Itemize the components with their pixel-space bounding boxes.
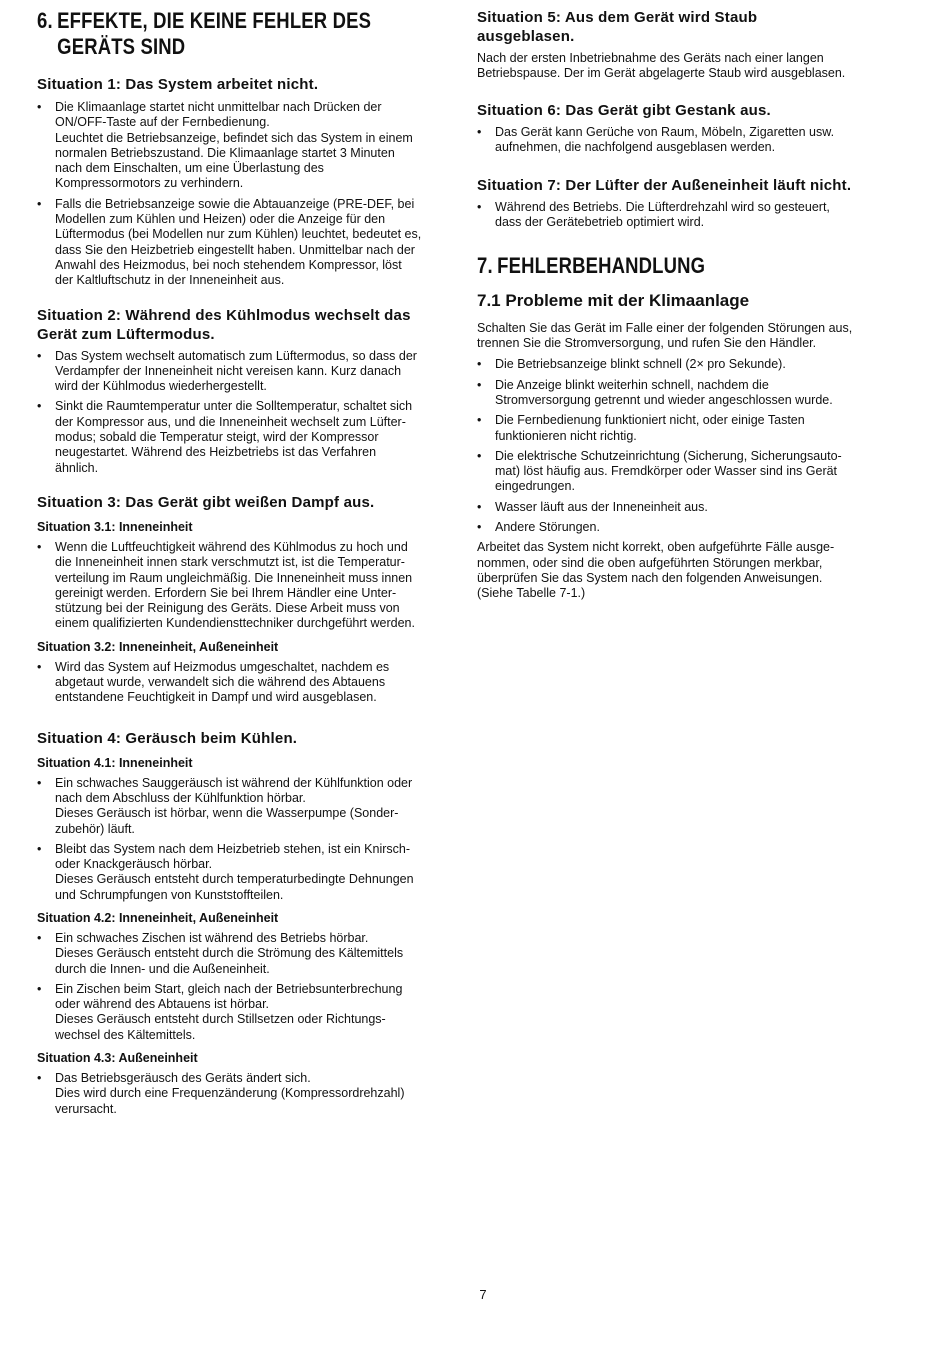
situation-3-2-list <box>37 660 442 706</box>
list-item: • Die elektrische Schutzeinrichtung (Sicherung, Sicherungsauto- mat) löst häufig aus. Fremdkörper oder Wasser sind ins Gerät eingedrungen. <box>477 449 887 495</box>
situation-6-title: Situation 6: Das Gerät gibt Gestank aus. <box>477 101 771 119</box>
chapter-7-heading <box>477 253 887 279</box>
situation-4-title: Situation 4: Geräusch beim Kühlen. <box>37 729 298 747</box>
situation-4-1-list <box>37 776 442 903</box>
chapter-6-heading <box>37 8 442 60</box>
list-item: • Die Klimaanlage startet nicht unmittelbar nach Drücken der ON/OFF-Taste auf der Fernbedienung. Leuchtet die Betriebsanzeige, befindet sich das System in einem normalen Betriebszustand. Die Klimaanlage startet 3 Minuten nach dem Einschalten, um eine Überlastung des Kompressormotors zu verhindern. <box>37 100 442 192</box>
situation-3-1-list <box>37 540 442 632</box>
list-item: • Wenn die Luftfeuchtigkeit während des Kühlmodus zu hoch und die Inneneinheit innen stark verschmutzt ist, ist die Temperatur- verteilung im Raum ungleichmäßig. Die Inneneinheit muss innen gereinigt werden. Erfordern Sie bei Ihrem Händler eine Unter- stützung bei der Reinigung des Geräts. Diese Arbeit muss von einem qualifizierten Kundendiensttechniker durchgeführt werden. <box>37 540 442 632</box>
chapter-7-title: FEHLERBEHANDLUNG <box>497 252 706 278</box>
section-7-1-intro: Schalten Sie das Gerät im Falle einer der folgenden Störungen aus, trennen Sie die Stromversorgung, und rufen Sie den Händler. <box>477 320 853 351</box>
situation-5-title: Situation 5: Aus dem Gerät wird Staub ausgeblasen. <box>477 9 758 45</box>
list-item: • Während des Betriebs. Die Lüfterdrehzahl wird so gesteuert, dass der Gerätebetrieb optimiert wird. <box>477 200 887 231</box>
list-item: • Das Betriebsgeräusch des Geräts ändert sich. Dies wird durch eine Frequenzänderung (Kompressordrehzahl) verursacht. <box>37 1071 442 1117</box>
situation-3-2-subtitle: Situation 3.2: Inneneinheit, Außeneinheit <box>37 639 279 654</box>
chapter-7-number: 7. <box>477 252 493 278</box>
situation-7-title: Situation 7: Der Lüfter der Außeneinheit läuft nicht. <box>477 177 852 195</box>
list-item: • Bleibt das System nach dem Heizbetrieb stehen, ist ein Knirsch- oder Knackgeräusch hörbar. Dieses Geräusch entsteht durch temperaturbedingte Dehnungen und Schrumpfungen von Kunststoffteilen. <box>37 842 442 903</box>
list-item: • Die Fernbedienung funktioniert nicht, oder einige Tasten funktionieren nicht richtig. <box>477 413 887 444</box>
situation-7-list <box>477 200 887 231</box>
list-item: • Ein Zischen beim Start, gleich nach der Betriebsunterbrechung oder während des Abtauens ist hörbar. Dieses Geräusch entsteht durch Stillsetzen oder Richtungs- wechsel des Kältemittels. <box>37 982 442 1043</box>
right-column <box>477 8 887 602</box>
list-item: • Wird das System auf Heizmodus umgeschaltet, nachdem es abgetaut wurde, verwandelt sich die während des Abtauens entstandene Feuchtigkeit in Dampf und wird ausgeblasen. <box>37 660 442 706</box>
situation-4-2-subtitle: Situation 4.2: Inneneinheit, Außeneinheit <box>37 910 279 925</box>
situation-4-2-list <box>37 931 442 1043</box>
situation-1-list <box>37 100 442 289</box>
situation-1-title: Situation 1: Das System arbeitet nicht. <box>37 76 319 93</box>
list-item: • Falls die Betriebsanzeige sowie die Abtauanzeige (PRE-DEF, bei Modellen zum Kühlen und Heizen) oder die Anzeige für den Lüftermodus (bei Modellen nur zum Kühlen) leuchtet, bedeutet es, dass Sie den Heizbetrieb eingestellt haben. Unmittelbar nach der Anwahl des Heizmodus, bei noch stehendem Kompressor, löst der Kaltluftschutz in der Inneneinheit aus. <box>37 197 442 289</box>
list-item: • Andere Störungen. <box>477 520 887 535</box>
list-item: • Die Betriebsanzeige blinkt schnell (2× pro Sekunde). <box>477 357 887 372</box>
list-item: • Wasser läuft aus der Inneneinheit aus. <box>477 500 887 515</box>
list-item: • Das System wechselt automatisch zum Lüftermodus, so dass der Verdampfer der Inneneinheit nicht vereisen kann. Kurz danach wird der Kühlmodus wiederhergestellt. <box>37 349 442 395</box>
situation-5-text: Nach der ersten Inbetriebnahme des Geräts nach einer langen Betriebspause. Der im Gerät abgelagerte Staub wird ausgeblasen. <box>477 51 846 81</box>
list-item: • Ein schwaches Sauggeräusch ist während der Kühlfunktion oder nach dem Abschluss der Kühlfunktion hörbar. Dieses Geräusch ist hörbar, wenn die Wasserpumpe (Sonder- zubehör) läuft. <box>37 776 442 837</box>
left-column <box>37 8 442 1122</box>
chapter-6-number: 6. <box>37 8 53 33</box>
page-number: 7 <box>479 1287 487 1302</box>
situation-4-3-list <box>37 1071 442 1117</box>
situation-4-1-subtitle: Situation 4.1: Inneneinheit <box>37 755 193 770</box>
list-item: • Sinkt die Raumtemperatur unter die Solltemperatur, schaltet sich der Kompressor aus, und die Inneneinheit wechselt zum Lüfter- modus; sobald die Temperatur steigt, wird der Kompressor neugestartet. Während des Heizbetriebs ist das Verfahren ähnlich. <box>37 399 442 475</box>
chapter-6-title-line1: EFFEKTE, DIE KEINE FEHLER DES <box>57 8 372 33</box>
situation-2-title: Situation 2: Während des Kühlmodus wechselt das Gerät zum Lüftermodus. <box>37 306 411 343</box>
list-item: • Ein schwaches Zischen ist während des Betriebs hörbar. Dieses Geräusch entsteht durch die Strömung des Kältemittels durch die Innen- und die Außeneinheit. <box>37 931 442 977</box>
list-item: • Das Gerät kann Gerüche von Raum, Möbeln, Zigaretten usw. aufnehmen, die nachfolgend ausgeblasen werden. <box>477 125 887 156</box>
situation-4-3-subtitle: Situation 4.3: Außeneinheit <box>37 1051 198 1066</box>
situation-6-list <box>477 125 887 156</box>
situation-3-title: Situation 3: Das Gerät gibt weißen Dampf aus. <box>37 493 375 511</box>
section-7-1-title: 7.1 Probleme mit der Klimaanlage <box>477 290 750 310</box>
situation-2-list <box>37 349 442 476</box>
list-item: • Die Anzeige blinkt weiterhin schnell, nachdem die Stromversorgung getrennt und wieder angeschlossen wurde. <box>477 378 887 409</box>
section-7-1-list <box>477 357 887 535</box>
chapter-6-title-line2: GERÄTS SIND <box>57 34 186 59</box>
situation-3-1-subtitle: Situation 3.1: Inneneinheit <box>37 519 193 534</box>
section-7-1-outro: Arbeitet das System nicht korrekt, oben aufgeführte Fälle ausge- nommen, oder sind die oben aufgeführten Störungen merkbar, überprüfen Sie das System nach den folgenden Anweisungen. (Siehe Tabelle 7-1.) <box>477 540 835 601</box>
